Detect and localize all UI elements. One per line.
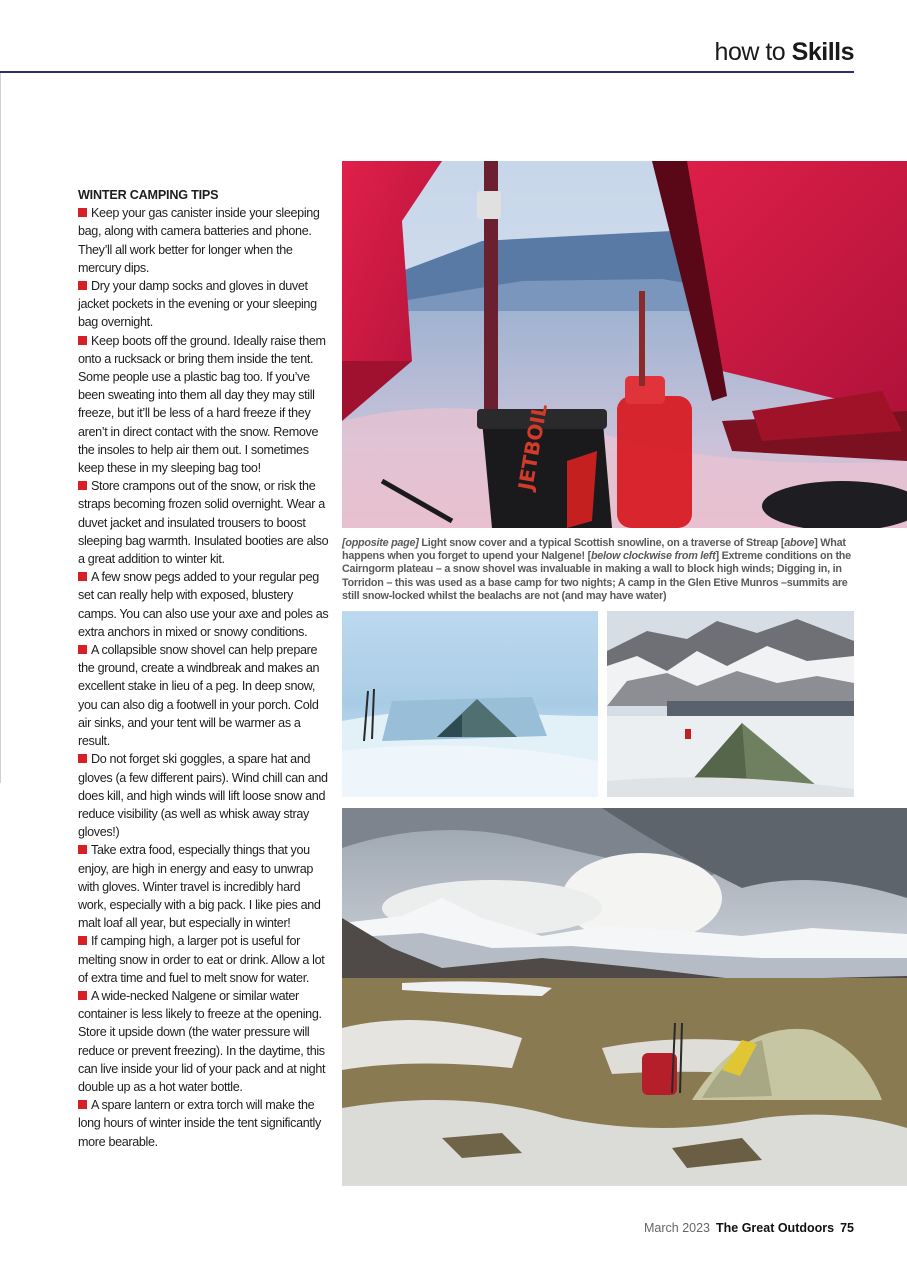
tip-item [78,332,330,478]
magazine-name: The Great Outdoors [716,1221,835,1235]
section-header-bold: Skills [791,38,854,66]
gutter-rule [0,73,1,783]
caption-text: Light snow cover and a typical Scottish snowline, on a traverse of Streap [ [418,537,785,549]
red-square-bullet-icon [78,281,87,290]
caption-tag: below clockwise from left [590,550,716,563]
tip-item [78,987,330,1096]
jetboil-logo: JETBOIL [513,401,553,492]
tip-text: If camping high, a larger pot is useful for melting snow in order to eat or drink. Allow a lot of extra time and fuel to melt snow for water. [78,934,325,985]
red-square-bullet-icon [78,336,87,345]
glen-etive-camp-photo [342,808,907,1186]
caption-text: ] Extreme conditions on the Cairngorm plateau – a snow shovel was invaluable in making a wall to block high winds; Digging in, in Torridon – this was used as a base camp for two nights; A camp in the Glen Etive Munros –summits are still snow-locked whilst the bealachs are not (and may have water) [342,550,851,602]
header-rule [0,71,854,73]
page-footer [644,1221,854,1235]
tip-item [78,277,330,332]
red-square-bullet-icon [78,645,87,654]
tip-text: Dry your damp socks and gloves in duvet jacket pockets in the evening or your sleeping bag overnight. [78,279,317,330]
cairngorm-plateau-photo [342,611,598,797]
tip-item [78,750,330,841]
tip-text: A few snow pegs added to your regular peg set can really help with exposed, blustery camps. You can also use your axe and poles as extra anchors in mixed or snowy conditions. [78,570,329,639]
tip-text: Store crampons out of the snow, or risk the straps becoming frozen solid overnight. Wear a duvet jacket and insulated trousers to boost sleeping bag warmth. Insulated booties are also a great addition to winter kit. [78,479,329,567]
tip-item [78,204,330,277]
section-header [715,38,854,67]
caption-text: ] What happens when you forget to upend your Nalgene! [ [342,537,846,563]
section-header-light: how to [714,38,786,66]
tip-item [78,641,330,750]
tip-text: A collapsible snow shovel can help prepare the ground, create a windbreak and makes an excellent stake in lieu of a peg. In deep snow, you can also dig a footwell in your porch. Cold air sinks, and your tent will be warmer as a result. [78,643,320,749]
red-square-bullet-icon [78,754,87,763]
caption-tag: above [784,537,815,549]
tent-porch-photo [342,161,907,528]
red-square-bullet-icon [78,845,87,854]
tip-text: Keep boots off the ground. Ideally raise them onto a rucksack or bring them inside the tent. Some people use a plastic bag too. If you’ve been sweating into them all day they may still freeze, but it’ll be less of a hard freeze if they aren’t in direct contact with the snow. Remove the insoles to help air them out. I sometimes keep these in my sleeping bag too! [78,333,326,476]
tips-heading: WINTER CAMPING TIPS [78,188,219,202]
red-square-bullet-icon [78,208,87,217]
winter-camping-tips [78,186,330,1151]
tip-item [78,568,330,641]
torridon-camp-photo [607,611,854,797]
tip-text: A spare lantern or extra torch will make the long hours of winter inside the tent significantly more bearable. [78,1098,321,1149]
red-square-bullet-icon [78,1100,87,1109]
caption-tag: [opposite page] [342,537,419,549]
tip-item [78,1096,330,1151]
page-number: 75 [840,1221,854,1235]
tip-item [78,932,330,987]
red-square-bullet-icon [78,481,87,490]
tip-item [78,477,330,568]
red-square-bullet-icon [78,572,87,581]
red-square-bullet-icon [78,936,87,945]
tip-text: Keep your gas canister inside your sleeping bag, along with camera batteries and phone. They’ll all work better for longer when the mercury dips. [78,206,320,275]
red-square-bullet-icon [78,991,87,1000]
tip-text: Take extra food, especially things that you enjoy, are high in energy and easy to unwrap with gloves. Winter travel is incredibly hard work, especially with a big pack. I like pies and malt loaf all year, but especially in winter! [78,843,321,931]
issue-date: March 2023 [644,1221,711,1235]
tip-text: A wide-necked Nalgene or similar water container is less likely to freeze at the opening. Store it upside down (the water pressure will reduce or prevent freezing). In the daytime, this can live inside your lid of your pack and at night double up as a hot water bottle. [78,988,326,1094]
tip-item [78,841,330,932]
photo-caption [342,537,862,603]
tip-text: Do not forget ski goggles, a spare hat and gloves (a few different pairs). Wind chill can and does kill, and high winds will lift loose snow and reduce visibility (as well as whisk away stray gloves!) [78,752,328,840]
